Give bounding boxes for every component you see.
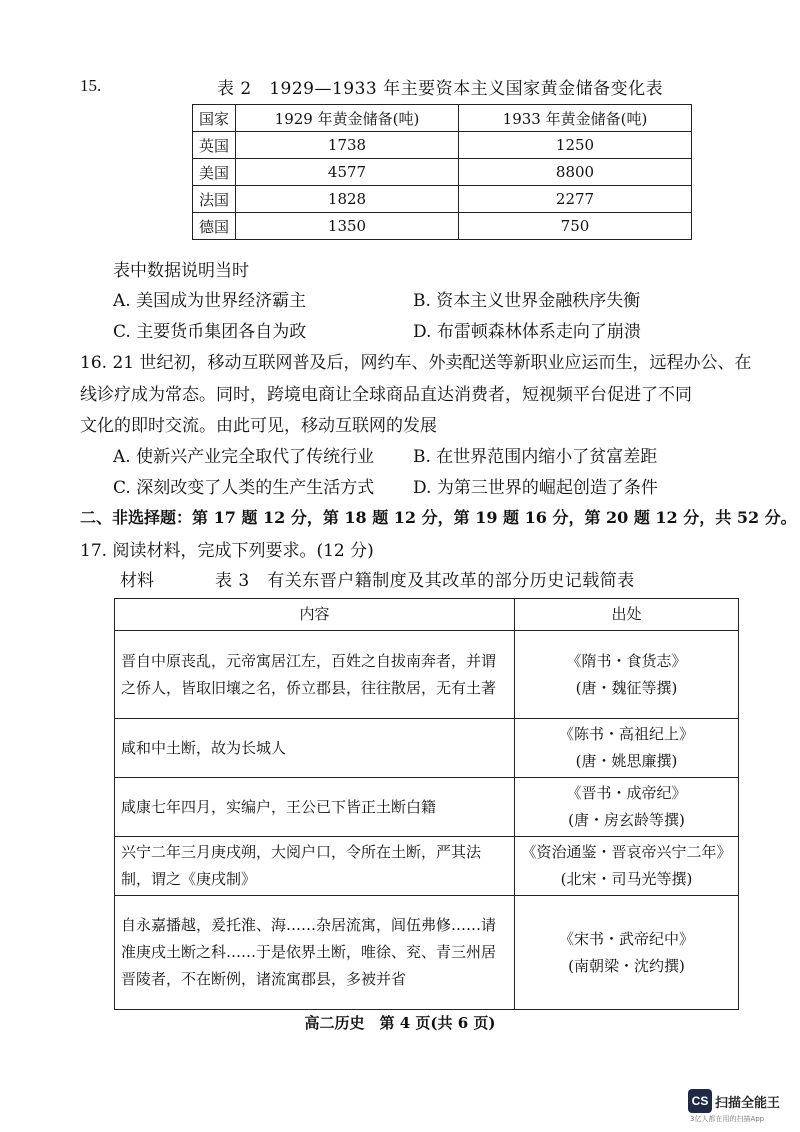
- cell-1933: 8800: [459, 159, 692, 186]
- cell-country: 美国: [193, 159, 236, 186]
- cell-source: [514, 837, 738, 896]
- cell-1929: 1350: [236, 213, 459, 240]
- q16-option-a: A. 使新兴产业完全取代了传统行业: [113, 447, 375, 467]
- question-15-stem: 表中数据说明当时: [113, 261, 249, 281]
- cell-1933: 2277: [459, 186, 692, 213]
- table2-title: 表 2 1929—1933 年主要资本主义国家黄金储备变化表: [217, 79, 664, 99]
- q16-option-c: C. 深刻改变了人类的生产生活方式: [113, 478, 375, 498]
- page-footer: 高二历史 第 4 页(共 6 页): [304, 1014, 496, 1032]
- question-16-line-2: 线诊疗成为常态。同时，跨境电商让全球商品直达消费者，短视频平台促进了不同: [80, 385, 692, 405]
- cell-content: 咸和中土断，故为长城人: [115, 719, 515, 778]
- cell-content: 咸康七年四月，实编户，王公已下皆正土断白籍: [115, 778, 515, 837]
- cell-1933: 750: [459, 213, 692, 240]
- cell-source: [514, 631, 738, 719]
- question-17-heading: 17. 阅读材料，完成下列要求。(12 分): [80, 541, 374, 561]
- q16-option-b: B. 在世界范围内缩小了贫富差距: [413, 447, 658, 467]
- header-1933: 1933 年黄金储备(吨): [459, 105, 692, 132]
- header-country: 国家: [193, 105, 236, 132]
- source-book: 《宋书・武帝纪中》: [558, 929, 694, 948]
- table-row: [115, 631, 739, 719]
- table3-title: 表 3 有关东晋户籍制度及其改革的部分历史记载简表: [215, 571, 635, 591]
- table-row: [115, 719, 739, 778]
- cell-source: [514, 719, 738, 778]
- cell-content: 自永嘉播越，爰托淮、海……杂居流寓，闾伍弗修……请准庚戌土断之科……于是依界土断，唯徐、兖、青三州居晋陵者，不在断例，诸流寓郡县，多被并省: [115, 896, 515, 1010]
- cell-country: 法国: [193, 186, 236, 213]
- cell-content: 晋自中原丧乱，元帝寓居江左，百姓之自拔南奔者，并谓之侨人，皆取旧壤之名，侨立郡县，往往散居，无有土著: [115, 631, 515, 719]
- scanner-watermark: [688, 1089, 780, 1113]
- table-row: [193, 186, 692, 213]
- section-2-heading: 二、非选择题：第 17 题 12 分，第 18 题 12 分，第 19 题 16 分，第 20 题 12 分，共 52 分。: [80, 508, 797, 527]
- source-author: (唐・姚思廉撰): [575, 752, 678, 770]
- source-book: 《资治通鉴・晋哀帝兴宁二年》: [521, 843, 732, 861]
- source-book: 《陈书・高祖纪上》: [558, 725, 694, 743]
- cell-1929: 1738: [236, 132, 459, 159]
- table-row: [193, 132, 692, 159]
- question-16-line-3: 文化的即时交流。由此可见，移动互联网的发展: [80, 416, 437, 436]
- table-header-row: [115, 599, 739, 631]
- watermark-app-name: 扫描全能王: [715, 1095, 781, 1111]
- q15-option-d: D. 布雷顿森林体系走向了崩溃: [413, 322, 641, 342]
- q16-option-d: D. 为第三世界的崛起创造了条件: [413, 478, 658, 498]
- table-row: [193, 213, 692, 240]
- source-book: 《隋书・食货志》: [566, 651, 687, 670]
- cell-country: 德国: [193, 213, 236, 240]
- cell-source: [514, 778, 738, 837]
- cell-source: [514, 896, 738, 1010]
- material-label: 材料: [120, 571, 154, 591]
- cell-1929: 4577: [236, 159, 459, 186]
- question-15-number: 15.: [80, 76, 102, 95]
- source-author: (南朝梁・沈约撰): [568, 956, 685, 975]
- household-registration-table: [114, 598, 739, 1010]
- source-author: (北宋・司马光等撰): [560, 870, 693, 888]
- q15-option-c: C. 主要货币集团各自为政: [113, 322, 307, 342]
- header-content: 内容: [115, 599, 515, 631]
- source-author: (唐・魏征等撰): [575, 678, 678, 697]
- table-header-row: [193, 105, 692, 132]
- cell-1933: 1250: [459, 132, 692, 159]
- source-book: 《晋书・成帝纪》: [566, 784, 687, 802]
- question-16-line-1: 16. 21 世纪初，移动互联网普及后，网约车、外卖配送等新职业应运而生，远程办公、在: [80, 353, 752, 373]
- header-1929: 1929 年黄金储备(吨): [236, 105, 459, 132]
- gold-reserve-table: [192, 104, 692, 240]
- table-row: [115, 778, 739, 837]
- source-author: (唐・房玄龄等撰): [568, 811, 685, 829]
- table-row: [193, 159, 692, 186]
- table-row: [115, 896, 739, 1010]
- header-source: 出处: [514, 599, 738, 631]
- cell-1929: 1828: [236, 186, 459, 213]
- q15-option-a: A. 美国成为世界经济霸主: [113, 291, 307, 311]
- camscanner-logo-icon: CS: [688, 1089, 712, 1113]
- cell-country: 英国: [193, 132, 236, 159]
- watermark-tagline: 3亿人都在用的扫描App: [690, 1115, 765, 1123]
- q15-option-b: B. 资本主义世界金融秩序失衡: [413, 291, 641, 311]
- cell-content: 兴宁二年三月庚戌朔，大阅户口，令所在土断，严其法制，谓之《庚戌制》: [115, 837, 515, 896]
- table-row: [115, 837, 739, 896]
